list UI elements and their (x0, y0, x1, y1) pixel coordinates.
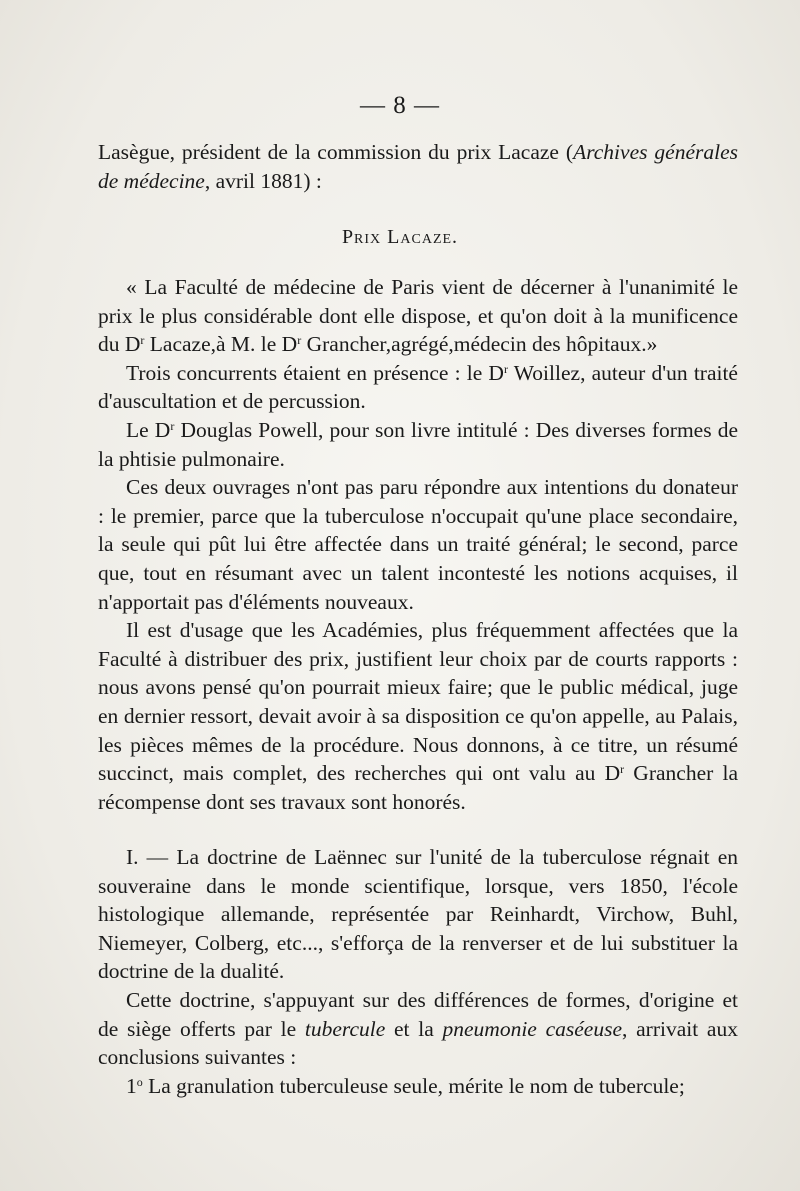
paragraph-text: Douglas Powell, pour son livre intitulé : Des diverses formes de la phtisie pulmonaire. (98, 417, 739, 471)
paragraph-academies (98, 616, 738, 816)
section-heading: Prix Lacaze. (341, 226, 459, 248)
paragraph-competitors (98, 359, 738, 416)
intro-text-start: Lasègue, président de la commission du prix Lacaze ( (98, 140, 574, 164)
paragraph-text: Cette doctrine, s'appuyant sur des différences de formes, d'origine et de siège offerts par le (98, 987, 738, 1041)
superscript: r (140, 333, 145, 348)
paragraph-text: « La Faculté de médecine de Paris vient de décerner à l'unanimité le prix le plus considérable dont elle dispose, et qu'on doit à la munificence du D (98, 275, 738, 357)
page-number: — 8 — (360, 92, 440, 119)
superscript: r (170, 418, 175, 433)
paragraph-duality (98, 986, 738, 1072)
paragraph-works: Ces deux ouvrages n'ont pas paru répondre aux intentions du donateur : le premier, parce que la tuberculose n'occupait qu'une place secondaire, la seule qui pût lui être affectée dans un traité général; le second, parce que, tout en résumant avec un talent incontesté les notions acquises, il n'apportait pas d'éléments nouveaux. (98, 475, 738, 614)
paragraph-text: 1 (126, 1073, 137, 1098)
paragraph-powell (98, 416, 738, 473)
paragraph-conclusion-one (98, 1072, 738, 1101)
paragraph-text: Lacaze,à M. le D (144, 332, 298, 357)
main-body (98, 273, 738, 816)
paragraph-text: Il est d'usage que les Académies, plus fréquemment affectées que la Faculté à distribuer des prix, justifient leur choix par de courts rapports : nous avons pensé qu'on pourrait mieux faire; que le public médical, juge en dernier ressort, devait avoir à sa disposition ce qu'on appelle, au Palais, les pièces mêmes de la procédure. Nous donnons, à ce titre, un résumé succinct, mais complet, des recherches qui ont valu au D (98, 618, 738, 786)
intro-paragraph (98, 138, 738, 195)
paragraph-text: et la (385, 1016, 443, 1041)
journal-title: Archives générales de médecine (98, 140, 738, 193)
paragraph-text: Le D (126, 417, 171, 442)
italic-term: tubercule (304, 1016, 386, 1041)
paragraph-quote (98, 273, 738, 359)
italic-term: pneumonie caséeuse (442, 1016, 622, 1041)
superscript: r (620, 762, 625, 777)
intro-text-end: , avril 1881) : (204, 168, 322, 193)
paragraph-text: La granulation tuberculeuse seule, mérite le nom de tubercule; (142, 1073, 685, 1098)
paragraph-doctrine: I. — La doctrine de Laënnec sur l'unité de la tuberculose régnait en souveraine dans le monde scientifique, lorsque, vers 1850, l'école histologique allemande, représentée par Reinhardt, Virchow, Buhl, Niemeyer, Colberg, etc..., s'efforça de la renverser et de lui substituer la doctrine de la dualité. (98, 845, 738, 984)
superscript: r (297, 333, 302, 348)
paragraph-text: Trois concurrents étaient en présence : le D (126, 360, 504, 385)
paragraph-text: Grancher,agrégé,médecin des hôpitaux.» (301, 332, 658, 357)
section-one (98, 843, 738, 1100)
paragraph-text: Grancher la récompense dont ses travaux sont honorés. (98, 761, 738, 814)
superscript: r (503, 361, 508, 376)
paragraph-text: , arrivait aux conclusions suivantes : (98, 1016, 738, 1070)
superscript: o (136, 1074, 143, 1089)
paragraph-text: Woillez, auteur d'un traité d'auscultation et de percussion. (98, 360, 738, 414)
